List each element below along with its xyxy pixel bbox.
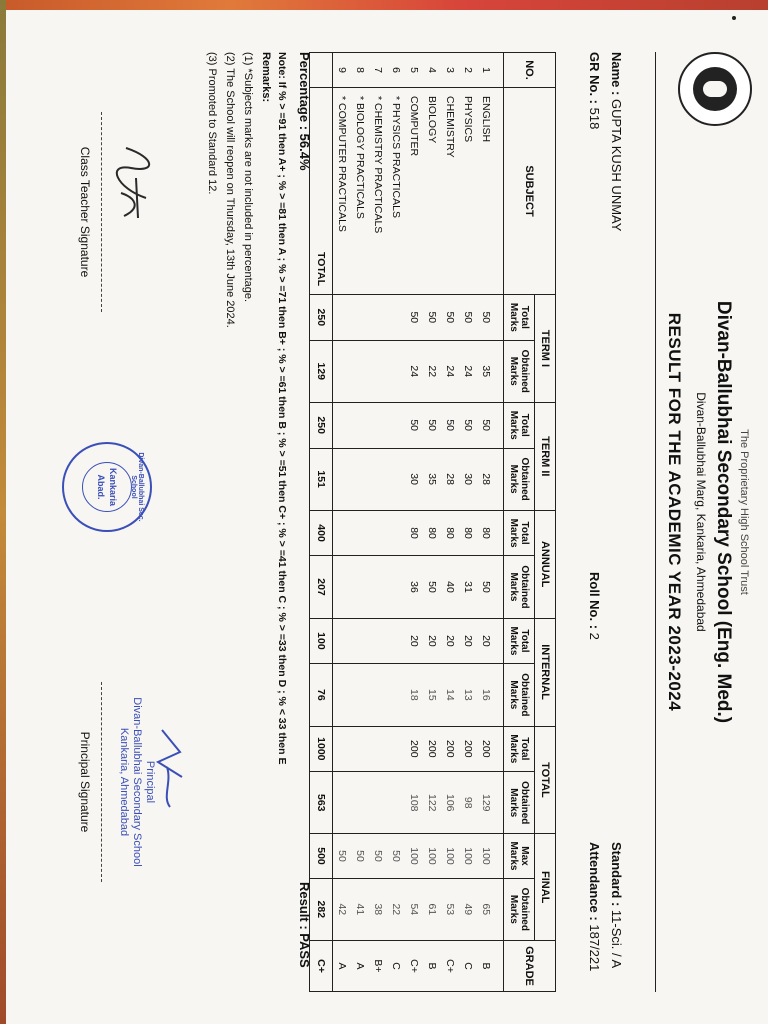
table-row [351,53,369,992]
cell-tot-obt: 122 [423,772,441,834]
cell-in-obt: 13 [459,664,477,726]
cell-subject: * PHYSICS PRACTICALS [387,88,405,295]
cell-an-obt: 36 [405,556,423,618]
cell-t2-total: 50 [459,402,477,448]
cell-an-total: 80 [405,510,423,556]
roll-label: Roll No. : [587,572,602,630]
cell-an-total: 80 [459,510,477,556]
table-row [441,53,459,992]
cell-grade: B+ [369,941,387,992]
cell-in-total: 20 [405,618,423,664]
table-group-header [535,53,556,992]
cell-in-obt [333,664,352,726]
cell-fin-obt: 41 [351,878,369,940]
sub-obtained-marks: Obtained Marks [504,772,535,834]
cell-t1-obt: 24 [441,340,459,402]
cell-fin-max: 50 [351,834,369,878]
cell-no: 4 [423,53,441,88]
cell-no: 3 [441,53,459,88]
cell-t2-obt: 30 [459,448,477,510]
col-term1: TERM I [535,295,556,403]
total-fin-obt: 282 [310,878,333,940]
total-t1-obt: 129 [310,340,333,402]
cell-tot-total: 200 [459,726,477,772]
cell-fin-obt: 42 [333,878,352,940]
cell-an-obt: 50 [477,556,504,618]
class-teacher-signature-line [101,112,102,312]
principal-signature-line [101,682,102,882]
cell-t2-total [387,402,405,448]
cell-t1-obt: 24 [459,340,477,402]
cell-tot-total [369,726,387,772]
cell-t1-total [351,295,369,341]
cell-t1-total: 50 [477,295,504,341]
col-internal: INTERNAL [535,618,556,726]
standard-value: 11-Sci. / A [609,909,624,969]
remarks-title: Remarks: [260,52,272,103]
cell-fin-obt: 61 [423,878,441,940]
cell-t1-total [387,295,405,341]
cell-tot-total: 200 [477,726,504,772]
cell-t1-total: 50 [459,295,477,341]
cell-fin-obt: 53 [441,878,459,940]
cell-tot-obt [333,772,352,834]
cell-subject: * COMPUTER PRACTICALS [333,88,352,295]
cell-t2-obt: 30 [405,448,423,510]
cell-in-obt: 14 [441,664,459,726]
cell-subject: CHEMISTRY [441,88,459,295]
cell-in-obt: 18 [405,664,423,726]
cell-grade: C [387,941,405,992]
cell-tot-total [387,726,405,772]
cell-an-total [351,510,369,556]
cell-fin-max: 50 [369,834,387,878]
cell-an-total [369,510,387,556]
cell-fin-obt: 49 [459,878,477,940]
gr-value: 518 [587,107,602,130]
cell-tot-obt [351,772,369,834]
remark-item: (2) The School will reopen on Thursday, 13th June 2024. [224,52,236,328]
student-name: GUPTA KUSH UNMAY [609,98,624,232]
cell-t1-obt: 24 [405,340,423,402]
cell-in-obt [369,664,387,726]
school-header [632,22,752,1002]
result: Result : PASS [297,882,312,968]
sub-obtained-marks: Obtained Marks [504,448,535,510]
sub-obtained-marks: Obtained Marks [504,664,535,726]
sub-total-marks: Total Marks [504,726,535,772]
total-t2-total: 250 [310,402,333,448]
cell-in-total: 20 [423,618,441,664]
sub-total-marks: Total Marks [504,618,535,664]
cell-t1-obt [351,340,369,402]
cell-t1-total: 50 [441,295,459,341]
cell-in-total [351,618,369,664]
cell-in-total: 20 [459,618,477,664]
remark-item: (3) Promoted to Standard 12. [206,52,218,195]
total-row [310,53,333,992]
percentage: Percentage : 56.4% [297,52,312,171]
cell-fin-max: 100 [441,834,459,878]
total-t2-obt: 151 [310,448,333,510]
cell-grade: B [477,941,504,992]
cell-an-obt: 50 [423,556,441,618]
cell-fin-max: 100 [459,834,477,878]
cell-t2-obt: 28 [477,448,504,510]
cell-subject: * BIOLOGY PRACTICALS [351,88,369,295]
cell-t2-obt [333,448,352,510]
attendance-value: 187/221 [587,924,602,972]
cell-fin-max: 50 [387,834,405,878]
ink-dot [732,16,736,20]
attendance-label: Attendance : [587,842,602,921]
cell-no: 8 [351,53,369,88]
cell-subject: COMPUTER [405,88,423,295]
cell-t1-obt: 22 [423,340,441,402]
cell-tot-obt [387,772,405,834]
standard-label: Standard : [609,842,624,907]
cell-grade: A [333,941,352,992]
cell-t1-obt [387,340,405,402]
col-final: FINAL [535,834,556,941]
cell-tot-total [333,726,352,772]
cell-subject: PHYSICS [459,88,477,295]
total-tot-obt: 563 [310,772,333,834]
cell-subject: ENGLISH [477,88,504,295]
cell-an-obt: 31 [459,556,477,618]
cell-t2-total: 50 [405,402,423,448]
principal-stamp-line-1: Principal [144,760,156,804]
cell-fin-obt: 22 [387,878,405,940]
cell-t2-obt: 28 [441,448,459,510]
school-address: Divan-Ballubhai Marg, Kankaria, Ahmedabad [694,392,708,632]
marks-table-body [333,53,504,992]
cell-grade: C [459,941,477,992]
cell-t2-obt [387,448,405,510]
table-row [333,53,352,992]
cell-no: 6 [387,53,405,88]
cell-fin-obt: 54 [405,878,423,940]
cell-tot-total: 200 [423,726,441,772]
table-row [477,53,504,992]
marks-table [309,52,556,992]
stamp-center-line-2: Abad. [96,474,106,500]
cell-no: 9 [333,53,352,88]
cell-grade: B [423,941,441,992]
cell-in-total: 20 [441,618,459,664]
cell-tot-obt: 129 [477,772,504,834]
trust-name: The Proprietary High School Trust [738,429,750,595]
cell-t1-total [369,295,387,341]
cell-an-obt [387,556,405,618]
school-seal-stamp [62,442,152,532]
header-divider [655,52,656,992]
cell-t2-obt [351,448,369,510]
cell-in-total [387,618,405,664]
cell-in-obt: 16 [477,664,504,726]
grading-note: Note: If % > =91 then A+ ; % > =81 then A ; % > =71 then B+ ; % > =61 then B ; % > =51 then C+ ; % > =41 then C ; % > =33 then D ; % < 33 then E [276,52,288,765]
cell-t2-total [333,402,352,448]
cell-t2-total [369,402,387,448]
total-no-cell [310,53,333,88]
cell-t2-total: 50 [441,402,459,448]
total-an-total: 400 [310,510,333,556]
cell-t2-total: 50 [477,402,504,448]
cell-t1-obt: 35 [477,340,504,402]
table-row [405,53,423,992]
gr-label: GR No. : [587,52,602,104]
total-fin-max: 500 [310,834,333,878]
cell-no: 2 [459,53,477,88]
cell-in-obt [351,664,369,726]
cell-an-obt [369,556,387,618]
left-edge-strip [0,0,6,1024]
cell-t2-obt: 35 [423,448,441,510]
cell-tot-obt: 108 [405,772,423,834]
total-t1-total: 250 [310,295,333,341]
total-an-obt: 207 [310,556,333,618]
total-grade: C+ [310,941,333,992]
sub-obtained-marks: Obtained Marks [504,340,535,402]
cell-t2-obt [369,448,387,510]
cell-subject: BIOLOGY [423,88,441,295]
cell-t1-obt [369,340,387,402]
cell-t1-total [333,295,352,341]
cell-in-total [333,618,352,664]
principal-stamp-line-2: Divan-Ballubhai Secondary School [131,697,143,867]
cell-an-total: 80 [477,510,504,556]
cell-an-obt [351,556,369,618]
principal-stamp-line-3: Kankaria, Ahmedabad [118,727,130,837]
cell-tot-obt: 106 [441,772,459,834]
cell-fin-max: 100 [405,834,423,878]
cell-t2-total [351,402,369,448]
stamp-ring-text: Divan-Ballubhai Sec. School [130,452,144,522]
table-row [459,53,477,992]
table-row [423,53,441,992]
total-label: TOTAL [310,88,333,295]
principal-stamp [117,662,156,902]
col-annual: ANNUAL [535,510,556,618]
remark-item: (1) *Subjects marks are not included in percentage. [242,52,254,303]
name-label: Name : [609,52,624,96]
cell-t1-obt [333,340,352,402]
total-in-total: 100 [310,618,333,664]
cell-an-total: 80 [423,510,441,556]
table-row [387,53,405,992]
cell-in-obt: 15 [423,664,441,726]
col-term2: TERM II [535,402,556,510]
cell-an-total [333,510,352,556]
cell-no: 1 [477,53,504,88]
cell-tot-total: 200 [441,726,459,772]
cell-grade: C+ [405,941,423,992]
cell-t1-total: 50 [423,295,441,341]
principal-signature-label: Principal Signature [78,731,92,833]
sub-max-marks: Max Marks [504,834,535,878]
roll-value: 2 [587,632,602,640]
table-row [369,53,387,992]
cell-subject: * CHEMISTRY PRACTICALS [369,88,387,295]
top-edge-strip [0,0,768,10]
col-grade: GRADE [504,941,556,992]
cell-t2-total: 50 [423,402,441,448]
sub-total-marks: Total Marks [504,295,535,341]
cell-tot-obt: 98 [459,772,477,834]
cell-an-obt [333,556,352,618]
col-no: NO. [504,53,556,88]
class-teacher-signature-label: Class Teacher Signature [78,146,92,278]
cell-grade: C+ [441,941,459,992]
cell-tot-obt [369,772,387,834]
result-title: RESULT FOR THE ACADEMIC YEAR 2023-2024 [665,312,684,712]
cell-fin-max: 100 [477,834,504,878]
col-subject: SUBJECT [504,88,556,295]
col-total: TOTAL [535,726,556,834]
cell-fin-obt: 65 [477,878,504,940]
sub-total-marks: Total Marks [504,402,535,448]
cell-an-obt: 40 [441,556,459,618]
class-teacher-signature-scribble [106,138,166,228]
cell-an-total: 80 [441,510,459,556]
cell-fin-max: 50 [333,834,352,878]
total-tot-total: 1000 [310,726,333,772]
cell-in-total [369,618,387,664]
cell-in-total: 20 [477,618,504,664]
cell-in-obt [387,664,405,726]
cell-no: 7 [369,53,387,88]
cell-fin-max: 100 [423,834,441,878]
school-name: Divan-Ballubhai Secondary School (Eng. Med.) [713,300,734,724]
total-in-obt: 76 [310,664,333,726]
cell-tot-total [351,726,369,772]
cell-tot-total: 200 [405,726,423,772]
cell-fin-obt: 38 [369,878,387,940]
cell-an-total [387,510,405,556]
sub-obtained-marks: Obtained Marks [504,878,535,940]
result-sheet [12,22,752,1002]
cell-no: 5 [405,53,423,88]
cell-t1-total: 50 [405,295,423,341]
sub-obtained-marks: Obtained Marks [504,556,535,618]
sub-total-marks: Total Marks [504,510,535,556]
cell-grade: A [351,941,369,992]
stamp-center-line-1: Kankaria [108,467,118,507]
